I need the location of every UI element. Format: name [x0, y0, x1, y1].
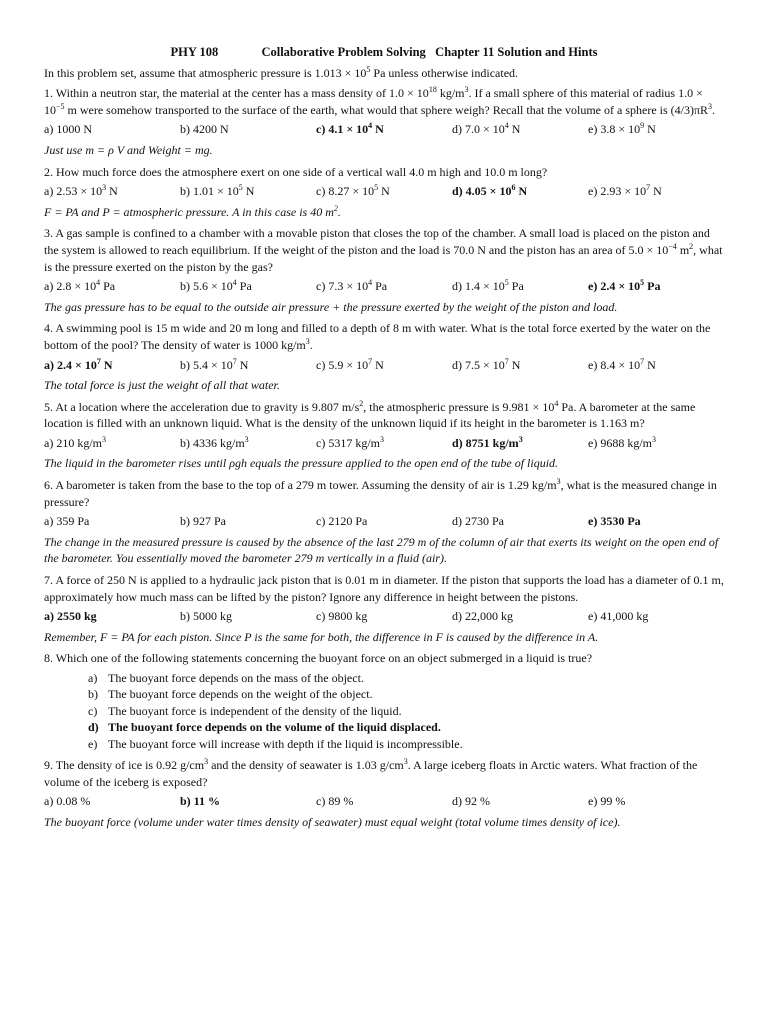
- answer-choice: a) 359 Pa: [44, 514, 90, 529]
- answer-choice: c) 5317 $kg/m^3$: [316, 434, 384, 450]
- answer-choices: [44, 121, 724, 138]
- question-6: [44, 477, 724, 567]
- answer-choice: b) 5000 kg: [180, 609, 232, 624]
- statement-label: e): [88, 736, 98, 751]
- statement-text: The buoyant force is independent of the density of the liquid.: [108, 703, 402, 718]
- answer-choice: b) $5.6 \times 10^4$ Pa: [180, 278, 252, 294]
- solution-hint: F = PA and P = atmospheric pressure. A in this case is 40 $m^2$.: [44, 203, 341, 219]
- solution-hint: Just use m = ρ V and Weight = mg.: [44, 142, 213, 157]
- answer-choice-correct: d) $4.05 \times 10^6$ N: [452, 183, 528, 199]
- solution-hint: The liquid in the barometer rises until ρgh equals the pressure applied to the open end of the tube of liquid.: [44, 456, 559, 471]
- answer-choice: b) $5.4 \times 10^7$ N: [180, 356, 249, 372]
- answer-choice: d) 92 %: [452, 794, 490, 809]
- answer-choices: [44, 793, 724, 810]
- answer-choice: d) $1.4 \times 10^5$ Pa: [452, 278, 524, 294]
- question-text: 1. Within a neutron star, the material at the center has a mass density of $1.0 \times 10^{18}$ $kg/m^3$. If a small sphere of this material of radius $1.0 \times 10^{-5}$ m were somehow transported to the surface of the earth, what would that sphere weigh? Recall that the volume of a sphere is $(4/3)\pi R^3$.: [44, 85, 716, 117]
- answer-choice-correct: b) 11 %: [180, 794, 221, 809]
- statement-text: The buoyant force depends on the volume of the liquid displaced.: [108, 720, 441, 735]
- question-text: 7. A force of 250 N is applied to a hydraulic jack piston that is 0.01 m in diameter. If the piston that supports the load has a diameter of 0.1 m, approximately how much mass can be lifted by the piston? Ignore any difference in height between the pistons.: [44, 573, 724, 604]
- solution-hint: The total force is just the weight of all that water.: [44, 378, 280, 393]
- question-text: 8. Which one of the following statements concerning the buoyant force on an object submerged in a liquid is true?: [44, 651, 593, 666]
- question-9: [44, 757, 724, 830]
- answer-choice: d) $7.5 \times 10^7$ N: [452, 356, 521, 372]
- answer-choice: b) 4200 N: [180, 122, 229, 137]
- answer-choices: [44, 435, 724, 452]
- answer-choice: c) 2120 Pa: [316, 514, 368, 529]
- statement-label: d): [88, 720, 99, 735]
- statement-label: b): [88, 687, 98, 702]
- answer-choice: d) $7.0 \times 10^4$ N: [452, 121, 521, 137]
- solution-hint: The gas pressure has to be equal to the outside air pressure + the pressure exerted by the weight of the piston and load.: [44, 299, 618, 314]
- answer-choice: a) 1000 N: [44, 122, 92, 137]
- statement-item: [88, 686, 724, 702]
- answer-choice: c) $7.3 \times 10^4$ Pa: [316, 278, 388, 294]
- answer-choice: e) 9688 $kg/m^3$: [588, 434, 656, 450]
- document-title: Collaborative Problem Solving Chapter 11 Solution and Hints: [261, 45, 598, 59]
- answer-choice: b) 4336 $kg/m^3$: [180, 434, 249, 450]
- answer-choice: b) $1.01 \times 10^5$ N: [180, 183, 255, 199]
- answer-choice-correct: a) 2550 kg: [44, 609, 97, 624]
- answer-choices: [44, 278, 724, 295]
- answer-choice: c) $5.9 \times 10^7$ N: [316, 356, 384, 372]
- answer-choice: e) 41,000 kg: [588, 609, 649, 624]
- answer-choice: e) 99 %: [588, 794, 626, 809]
- question-text: 2. How much force does the atmosphere exert on one side of a vertical wall 4.0 m high and 10.0 m long?: [44, 164, 548, 179]
- statement-text: The buoyant force depends on the mass of the object.: [108, 671, 364, 685]
- answer-choice: d) 2730 Pa: [452, 514, 504, 529]
- answer-choice: a) $2.53 \times 10^3$ N: [44, 183, 118, 199]
- statement-item: [88, 670, 724, 686]
- question-text: 5. At a location where the acceleration due to gravity is 9.807 $m/s^2$, the atmospheric pressure is $9.981 \times 10^4$ Pa. A barometer at the same location is filled with an unknown liquid. What is the density of the unknown liquid if its height in the barometer is 1.163 m?: [44, 398, 696, 431]
- statement-correct: [88, 719, 724, 735]
- course-code: PHY 108: [170, 45, 219, 59]
- question-4: [44, 320, 724, 393]
- statement-label: a): [88, 671, 98, 685]
- question-2: [44, 164, 724, 221]
- answer-choice: a) $2.8 \times 10^4$ Pa: [44, 278, 116, 294]
- answer-choice-correct: a) $2.4 \times 10^7$ N: [44, 356, 113, 372]
- answer-choice-correct: e) $2.4 \times 10^5$ Pa: [588, 278, 661, 294]
- intro-text: In this problem set, assume that atmospheric pressure is $1.013 \times 10^5$ Pa unless otherwise indicated.: [44, 64, 519, 80]
- statement-label: c): [88, 703, 98, 718]
- answer-choice: e) $8.4 \times 10^7$ N: [588, 356, 656, 372]
- question-3: [44, 225, 724, 315]
- statement-item: [88, 703, 724, 719]
- statement-text: The buoyant force will increase with depth if the liquid is incompressible.: [108, 736, 463, 751]
- question-list: [44, 85, 724, 830]
- solution-hint: The buoyant force (volume under water times density of seawater) must equal weight (total volume times density of ice).: [44, 814, 621, 829]
- solution-hint: Remember, F = PA for each piston. Since P is the same for both, the difference in F is caused by the difference in A.: [44, 629, 599, 644]
- answer-choices: [44, 513, 724, 530]
- answer-choice: e) $2.93 \times 10^7$ N: [588, 183, 662, 199]
- answer-choice-correct: d) 8751 $kg/m^3$: [452, 434, 523, 450]
- statement-list: [44, 670, 724, 752]
- document-header: [44, 44, 724, 61]
- question-text: 9. The density of ice is 0.92 $g/cm^3$ and the density of seawater is 1.03 $g/cm^3$. A large iceberg floats in Arctic waters. What fraction of the volume of the iceberg is exposed?: [44, 757, 698, 789]
- answer-choice-correct: e) 3530 Pa: [588, 514, 641, 529]
- answer-choice: a) 210 $kg/m^3$: [44, 434, 106, 450]
- answer-choices: [44, 608, 724, 625]
- answer-choice: e) $3.8 \times 10^9$ N: [588, 121, 656, 137]
- solution-hint: The change in the measured pressure is caused by the absence of the last 279 m of the column of air that exerts its weight on the open end of the barometer. You essentially moved the barometer 279 m vertically in a fluid (air).: [44, 534, 719, 566]
- answer-choice: a) 0.08 %: [44, 794, 91, 809]
- question-1: [44, 85, 724, 158]
- question-text: 6. A barometer is taken from the base to the top of a 279 m tower. Assuming the density of air is 1.29 $kg/m^3$, what is the measured change in pressure?: [44, 477, 717, 509]
- question-text: 3. A gas sample is confined to a chamber with a movable piston that closes the top of the chamber. A small load is placed on the piston and the system is allowed to reach equilibrium. If the weight of the piston and the load is 70.0 N and the piston has an area of $5.0 \times 10^{-4}$ $m^2$, what is the pressure exerted on the piston by the gas?: [44, 226, 723, 274]
- statement-item: [88, 736, 724, 752]
- question-7: [44, 572, 724, 645]
- question-8: [44, 650, 724, 752]
- question-5: [44, 399, 724, 472]
- answer-choice: c) 9800 kg: [316, 609, 368, 624]
- answer-choice: d) 22,000 kg: [452, 609, 513, 624]
- statement-text: The buoyant force depends on the weight of the object.: [108, 687, 373, 702]
- answer-choice: c) $8.27 \times 10^5$ N: [316, 183, 390, 199]
- question-text: 4. A swimming pool is 15 m wide and 20 m long and filled to a depth of 8 m with water. What is the total force exerted by the water on the bottom of the pool? The density of water is 1000 $kg/m^3$.: [44, 321, 711, 352]
- answer-choice-correct: c) $4.1 \times 10^4$ N: [316, 121, 384, 137]
- answer-choices: [44, 183, 724, 200]
- answer-choice: c) 89 %: [316, 794, 354, 809]
- answer-choice: b) 927 Pa: [180, 514, 226, 529]
- answer-choices: [44, 357, 724, 374]
